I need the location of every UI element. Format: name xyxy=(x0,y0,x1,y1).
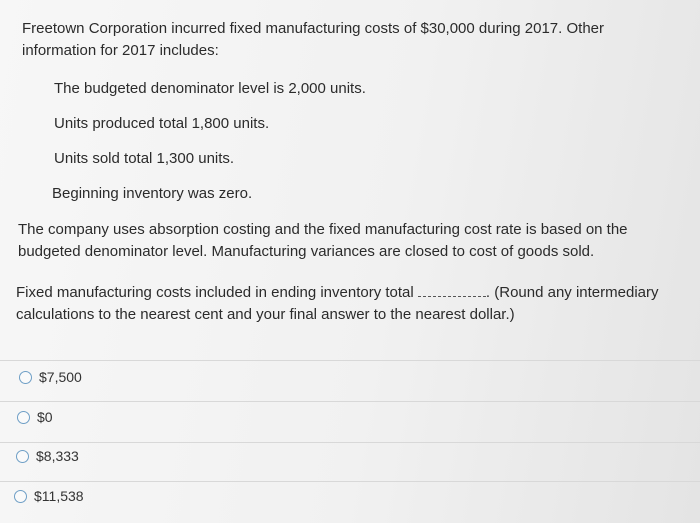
option-label: $11,538 xyxy=(34,488,84,504)
fill-text-before: Fixed manufacturing costs included in ending inventory total xyxy=(16,284,414,301)
divider xyxy=(0,360,700,361)
answer-blank xyxy=(418,284,486,297)
info-item: Units sold total 1,300 units. xyxy=(54,150,235,167)
fill-text-after: . (Round any intermediary calculations to the nearest cent and your final answer to the nearest dollar.) xyxy=(16,284,659,323)
info-item: Beginning inventory was zero. xyxy=(52,185,253,202)
radio-button-icon[interactable] xyxy=(19,371,32,384)
radio-button-icon[interactable] xyxy=(14,490,27,503)
info-item: The budgeted denominator level is 2,000 units. xyxy=(54,80,366,97)
question-intro: Freetown Corporation incurred fixed manufacturing costs of $30,000 during 2017. Other information for 2017 includes: xyxy=(22,20,604,59)
question-paragraph: The company uses absorption costing and the fixed manufacturing cost rate is based on the budgeted denominator level. Manufacturing variances are closed to cost of goods sold. xyxy=(18,221,628,260)
option-label: $0 xyxy=(37,409,53,425)
divider xyxy=(0,442,700,443)
answer-option-8333[interactable] xyxy=(16,448,79,464)
divider xyxy=(0,481,700,482)
radio-button-icon[interactable] xyxy=(16,450,29,463)
answer-option-11538[interactable] xyxy=(14,488,84,504)
answer-option-7500[interactable] xyxy=(19,369,82,385)
fill-in-question xyxy=(16,282,688,326)
radio-button-icon[interactable] xyxy=(17,411,30,424)
divider xyxy=(0,401,700,402)
answer-option-0[interactable] xyxy=(17,409,53,425)
option-label: $8,333 xyxy=(36,448,79,464)
option-label: $7,500 xyxy=(39,369,82,385)
info-item: Units produced total 1,800 units. xyxy=(54,115,270,132)
